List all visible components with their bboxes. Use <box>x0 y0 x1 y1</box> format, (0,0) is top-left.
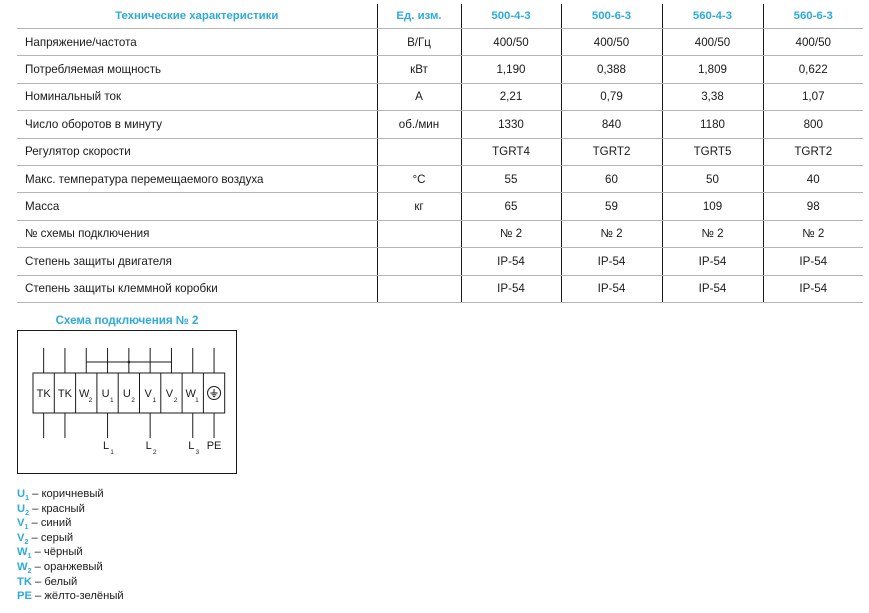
terminal-label: W <box>79 388 90 400</box>
terminal-label-sub: 1 <box>109 397 114 404</box>
param-cell: № схемы подключения <box>17 220 377 247</box>
param-cell: Степень защиты клеммной коробки <box>17 275 377 302</box>
legend-code-main: U <box>17 488 26 500</box>
legend-code-sub: 1 <box>25 495 29 502</box>
supply-label: L <box>145 440 152 452</box>
unit-cell <box>377 248 461 275</box>
terminal-label: V <box>144 388 152 400</box>
supply-label: PE <box>206 440 222 452</box>
legend-item <box>17 502 124 517</box>
legend-code-main: V <box>17 517 25 530</box>
param-cell: Регулятор скорости <box>17 138 377 165</box>
value-cell: 60 <box>561 165 662 192</box>
wiring-diagram <box>17 330 238 475</box>
terminal-label: TK <box>36 388 51 400</box>
terminal-label-sub: 2 <box>88 397 93 404</box>
legend-item <box>17 545 124 560</box>
value-cell: 400/50 <box>461 29 561 56</box>
legend-code-sub: 2 <box>25 509 29 517</box>
value-cell: 59 <box>561 193 662 220</box>
table-row <box>17 83 863 110</box>
value-cell: 0,79 <box>561 83 662 110</box>
legend-text: – чёрный <box>31 546 83 559</box>
value-cell: 0,388 <box>561 56 662 83</box>
unit-cell <box>377 220 461 247</box>
legend-code-main: W <box>17 560 28 573</box>
legend-item <box>17 589 124 604</box>
header-model: 500-4-3 <box>461 4 561 29</box>
legend-text: – белый <box>31 575 78 588</box>
legend-text: – серый <box>28 531 74 544</box>
value-cell: 2,21 <box>461 83 561 110</box>
value-cell: TGRT2 <box>763 138 863 165</box>
legend-text: – оранжевый <box>31 560 103 573</box>
value-cell: № 2 <box>662 220 763 247</box>
value-cell: IP-54 <box>763 248 863 275</box>
param-cell: Макс. температура перемещаемого воздуха <box>17 165 377 192</box>
legend-text: – красный <box>29 502 85 515</box>
legend-code-main: V <box>17 531 25 544</box>
color-legend <box>17 487 124 604</box>
value-cell: 400/50 <box>662 29 763 56</box>
terminal-label: U <box>122 388 131 400</box>
legend-code <box>17 576 32 588</box>
value-cell: IP-54 <box>662 275 763 302</box>
terminal-label-sub: 2 <box>131 397 135 404</box>
header-model: 560-4-3 <box>662 4 763 29</box>
unit-cell: кВт <box>377 56 461 83</box>
legend-code-main: U <box>17 502 26 515</box>
supply-label: L <box>188 440 195 452</box>
table-header-row <box>17 4 863 29</box>
value-cell: 98 <box>763 193 863 220</box>
value-cell: IP-54 <box>561 248 662 275</box>
terminal-label: TK <box>57 388 72 400</box>
header-unit: Ед. изм. <box>377 4 461 29</box>
value-cell: 0,622 <box>763 56 863 83</box>
value-cell: 40 <box>763 165 863 192</box>
param-cell: Масса <box>17 193 377 220</box>
unit-cell: об./мин <box>377 111 461 138</box>
value-cell: TGRT2 <box>561 138 662 165</box>
value-cell: IP-54 <box>561 275 662 302</box>
value-cell: IP-54 <box>763 275 863 302</box>
value-cell: 1,07 <box>763 83 863 110</box>
legend-code <box>17 561 31 573</box>
legend-code <box>17 532 28 544</box>
legend-code-sub: 1 <box>24 524 29 532</box>
supply-label: L <box>102 440 110 452</box>
value-cell: 800 <box>763 111 863 138</box>
legend-text: – коричневый <box>29 488 104 500</box>
table-row <box>17 275 863 302</box>
value-cell: 1330 <box>461 111 561 138</box>
param-cell: Номинальный ток <box>17 83 377 110</box>
legend-code <box>17 503 29 515</box>
spec-table <box>17 4 863 303</box>
value-cell: 400/50 <box>763 29 863 56</box>
legend-text: – синий <box>28 517 72 530</box>
legend-code-main: TK <box>17 575 32 588</box>
legend-code-sub: 1 <box>27 553 32 561</box>
legend-item <box>17 575 124 590</box>
terminal-label-sub: 1 <box>195 397 199 404</box>
table-row <box>17 193 863 220</box>
header-model: 560-6-3 <box>763 4 863 29</box>
value-cell: 65 <box>461 193 561 220</box>
terminal-label-sub: 1 <box>152 397 157 404</box>
value-cell: 840 <box>561 111 662 138</box>
unit-cell: В/Гц <box>377 29 461 56</box>
value-cell: IP-54 <box>461 248 561 275</box>
unit-cell: кг <box>377 193 461 220</box>
terminal-label: W <box>185 388 196 400</box>
legend-item <box>17 531 124 546</box>
legend-code <box>17 546 32 561</box>
legend-item <box>17 487 124 502</box>
supply-label-sub: 3 <box>195 449 200 456</box>
value-cell: IP-54 <box>461 275 561 302</box>
legend-code-sub: 2 <box>24 538 29 546</box>
param-cell: Потребляемая мощность <box>17 56 377 83</box>
value-cell: 50 <box>662 165 763 192</box>
legend-item <box>17 516 124 531</box>
supply-label-sub: 2 <box>152 449 157 456</box>
param-cell: Степень защиты двигателя <box>17 248 377 275</box>
param-cell: Число оборотов в минуту <box>17 111 377 138</box>
header-model: 500-6-3 <box>561 4 662 29</box>
diagram-title: Схема подключения № 2 <box>55 314 199 327</box>
table-row <box>17 29 863 56</box>
terminal-label: V <box>165 388 174 400</box>
value-cell: 109 <box>662 193 763 220</box>
supply-label-sub: 1 <box>110 449 114 456</box>
jumper-node <box>128 361 131 364</box>
unit-cell <box>377 138 461 165</box>
value-cell: № 2 <box>461 220 561 247</box>
legend-code <box>17 517 29 532</box>
legend-code <box>17 488 29 500</box>
value-cell: 400/50 <box>561 29 662 56</box>
table-row <box>17 56 863 83</box>
legend-code-sub: 2 <box>27 567 32 575</box>
table-row <box>17 165 863 192</box>
terminal-label-sub: 2 <box>173 397 178 404</box>
value-cell: № 2 <box>763 220 863 247</box>
table-row <box>17 248 863 275</box>
value-cell: TGRT5 <box>662 138 763 165</box>
value-cell: IP-54 <box>662 248 763 275</box>
unit-cell: °С <box>377 165 461 192</box>
value-cell: 3,38 <box>662 83 763 110</box>
value-cell: 1,190 <box>461 56 561 83</box>
param-cell: Напряжение/частота <box>17 29 377 56</box>
value-cell: 55 <box>461 165 561 192</box>
legend-code-main: PE <box>17 590 32 603</box>
unit-cell <box>377 275 461 302</box>
header-param: Технические характеристики <box>17 4 377 29</box>
legend-code <box>17 590 32 602</box>
terminal-label: U <box>101 388 110 400</box>
legend-text: – жёлто-зелёный <box>31 590 124 603</box>
value-cell: TGRT4 <box>461 138 561 165</box>
legend-code-main: W <box>17 546 28 559</box>
unit-cell: А <box>377 83 461 110</box>
table-body <box>17 29 863 303</box>
value-cell: 1180 <box>662 111 763 138</box>
table-row <box>17 111 863 138</box>
table-row <box>17 220 863 247</box>
value-cell: № 2 <box>561 220 662 247</box>
legend-item <box>17 560 124 575</box>
value-cell: 1,809 <box>662 56 763 83</box>
table-row <box>17 138 863 165</box>
